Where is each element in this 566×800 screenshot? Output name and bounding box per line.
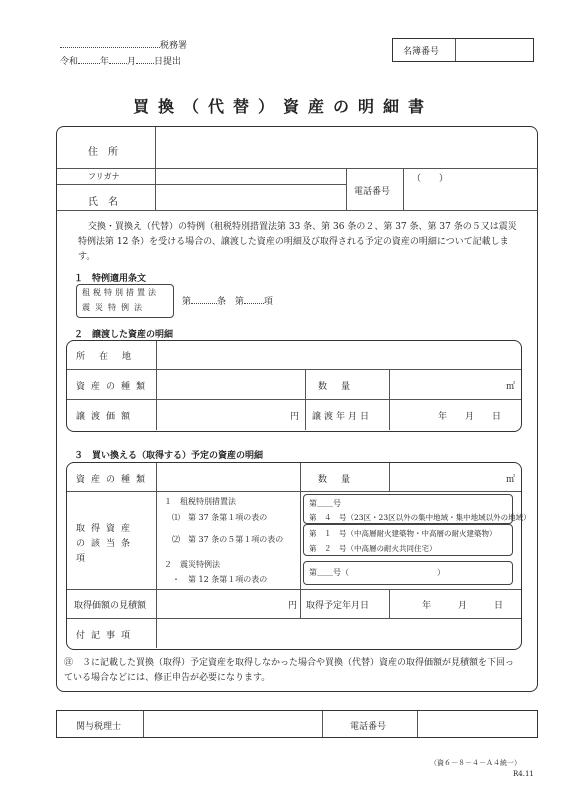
location-label: 所在地 [76, 352, 146, 362]
intro-text: 交換・買換え（代替）の特例（租税特別措置法第 33 条、第 36 条の２、第 37 条、第 37 条の５又は震災特例法第 12 条）を受ける場合の、譲渡した資産の明細及び取得される予定の資産の明細について記載します。 [78, 222, 517, 262]
register-no-field[interactable] [456, 39, 532, 61]
revision: R4.11 [513, 770, 534, 778]
section3-heading: ３ 買い換える（取得する）予定の資産の明細 [74, 451, 264, 461]
asset-type-field[interactable] [158, 371, 304, 398]
section2-heading: ２ 譲渡した資産の明細 [74, 330, 174, 340]
furigana-label: フリガナ [88, 172, 120, 181]
caution-note: ㊟ ３に記載した買換（取得）予定資産を取得しなかった場合や買換（代替）資産の取得価額が見積額を下回っている場合などには、修正申告が必要になります。 [64, 658, 515, 683]
yen-unit: 円 [290, 412, 300, 422]
address-label: 住 所 [88, 147, 118, 158]
clause-label: 取得資産の該当条項 [76, 524, 137, 564]
paragraph-number-field[interactable] [244, 303, 264, 304]
section1-heading: １ 特例適用条文 [74, 274, 147, 284]
clause-law2: ２ 震災特例法 [164, 560, 220, 569]
register-no-label: 名簿番号 [403, 47, 440, 57]
transfer-date-field[interactable]: 年 月 日 [438, 412, 502, 422]
clause-option-other[interactable]: 第＿＿号（ ） [309, 568, 445, 577]
article-number-field[interactable] [191, 303, 217, 304]
note-label: 付記事項 [76, 631, 137, 641]
name-field[interactable] [157, 185, 345, 209]
transfer-price-label: 譲渡価額 [76, 412, 137, 422]
accountant-label: 関与税理士 [76, 722, 122, 732]
quantity-label: 数量 [318, 382, 365, 392]
estimated-price-label: 取得価額の見積額 [74, 601, 147, 611]
clause-option-jo2[interactable]: 第 ２ 号（中高層の耐火共同住宅） [309, 544, 437, 553]
new-asset-type-label: 資産の種類 [76, 475, 152, 485]
est-yen-unit: 円 [288, 601, 298, 611]
accountant-field[interactable] [145, 711, 321, 736]
article-line: 第 条 第 項 [182, 297, 273, 307]
accountant-phone-field[interactable] [419, 711, 535, 736]
new-quantity-field[interactable] [391, 464, 503, 490]
name-label: 氏 名 [88, 197, 118, 208]
location-field[interactable] [158, 342, 518, 368]
clause-sub2: ⑵ 第 37 条の５第１項の表の [172, 535, 284, 544]
sqm-unit: ㎡ [506, 382, 516, 392]
clause-sub3: ・ 第 12 条第１項の表の [172, 575, 268, 584]
new-quantity-label: 数量 [318, 475, 365, 485]
date-prefix: 令和 [60, 57, 79, 67]
new-asset-type-field[interactable] [158, 464, 299, 490]
clause-option-1[interactable]: 第＿＿号 [309, 499, 341, 508]
furigana-field[interactable] [157, 169, 345, 183]
law-option-sozei[interactable]: 租税特別措置法 [82, 288, 159, 297]
submission-date-line: 令和 年 月 日提出 [60, 57, 182, 67]
planned-date-label: 取得予定年月日 [306, 601, 370, 611]
phone-area-code[interactable]: （ ） [412, 174, 449, 184]
page-title: 買換（代替）資産の明細書 [132, 97, 433, 116]
tax-office-line [60, 38, 187, 51]
quantity-field[interactable] [391, 371, 503, 398]
clause-sub1: ⑴ 第 37 条第１項の表の [172, 513, 268, 522]
transfer-date-label: 譲渡年月日 [312, 412, 373, 422]
transfer-price-field[interactable] [158, 401, 288, 428]
new-sqm-unit: ㎡ [506, 475, 516, 485]
clause-option-4[interactable]: 第 ４ 号（23区・23区以外の集中地域・集中地域以外の地域） [309, 513, 531, 522]
note-field[interactable] [158, 620, 518, 646]
planned-date-field[interactable]: 年 月 日 [422, 601, 504, 611]
asset-type-label: 資産の種類 [76, 382, 152, 392]
form-code: （資６－８－４－Ａ４統一） [430, 759, 521, 767]
estimated-price-field[interactable] [158, 591, 284, 617]
clause-law1: １ 租税特別措置法 [164, 497, 236, 506]
clause-option-jo1[interactable]: 第 １ 号（中高層耐火建築物・中高層の耐火建築物） [309, 529, 497, 538]
tax-office-suffix: 税務署 [160, 41, 188, 51]
address-field[interactable] [157, 128, 535, 167]
phone-label: 電話番号 [354, 187, 391, 197]
accountant-phone-label: 電話番号 [350, 722, 387, 732]
register-number-box [392, 38, 534, 62]
law-option-shinsai[interactable]: 震災特例法 [82, 303, 147, 312]
